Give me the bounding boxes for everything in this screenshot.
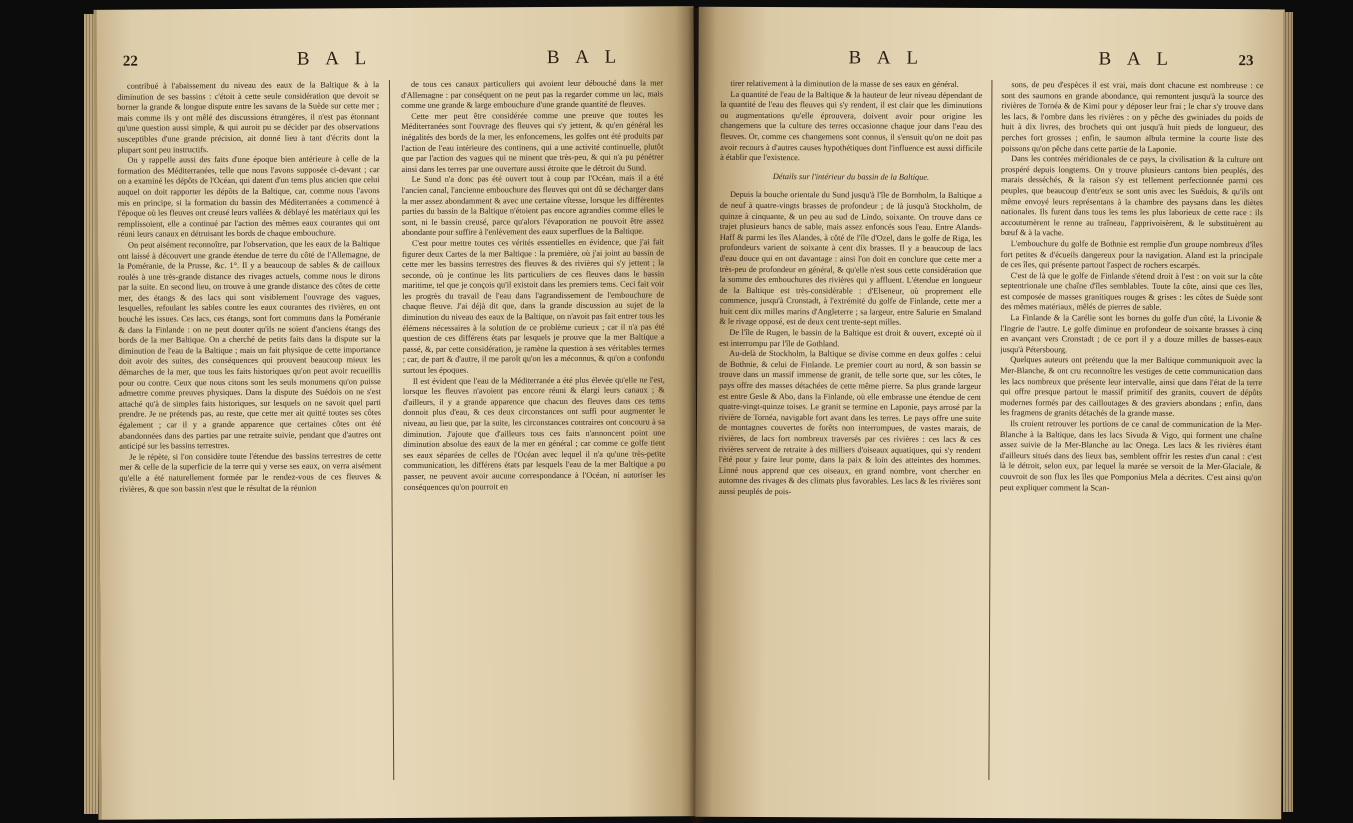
paragraph: sons, de peu d'espèces il est vrai, mais dont chacune est nombreuse : ce sont des saumons en grande abondance, qui remontent jusqu'à la source des rivières de Tornéa & de Kimi pour y déposer leur frai ; le char s'y trouve dans les lacs, & l'ombre dans les rivières : on y pêche des gwiniades du poids de huit à dix livres, des brochets qui ont jusqu'à huit pieds de longueur, des perches fort grosses ; enfin, le saumon albula termine la courte liste des poissons qu'on pêche dans cette partie de la Laponie. <box>1001 80 1264 154</box>
running-head-left: B A L <box>848 47 924 69</box>
right-page-header <box>718 47 1268 79</box>
running-head-right: B A L <box>1098 48 1174 70</box>
left-page-column-1 <box>117 80 382 495</box>
paragraph: C'est pour mettre toutes ces vérités essentielles en évidence, que j'ai fait figurer deux Cartes de la mer Baltique : la première, où j'ai joint au bassin de cette mer les bassins terrestres des fleuves & des rivières qui s'y jettent ; la seconde, où je continue les lits particuliers de ces fleuves dans le bassin maritime, tel que je conçois qu'il existoit dans les premiers tems. Ceci fait voir les progrès du travail de l'eau dans l'agrandissement de l'embouchure de chaque fleuve. J'ai déjà dit que, dans la grande discussion au sujet de la diminution du niveau des eaux de la Baltique, on n'avoit pas fait entrer tous les élémens nécessaires à la solution de ce problème curieux ; car il n'a pas été question de ces différens états par lesquels je prouve que la mer Baltique a passé, &, par cette considération, je ramène la question à ses véritables termes ; car, de part & d'autre, il me paroît qu'on les a méconnus, & qu'on a confondu surtout les époques. <box>402 237 665 375</box>
paragraph: Ils croient retrouver les portions de ce canal de communication de la Mer-Blanche à la Baltique, dans les lacs Sivuda & Vigo, qui forment une chaîne assez suivie de la Mer-Blanche au lac Onega. Les lacs & les rivières étant d'ailleurs situés dans des lieux bas, semblent offrir les restes d'un canal : c'est là le détroit, selon eux, par lequel la marée se versoit de la Mer-Glaciale, & couvroit de son flux les îles que Pomponius Mela a décrites. C'est ainsi qu'on peut expliquer comment la Scan- <box>999 419 1262 493</box>
paragraph: Dans les contrées méridionales de ce pays, la civilisation & la culture ont prospéré depuis longtems. On y trouve plusieurs cantons bien peuplés, des marais desséchés, & la raison s'y est tellement perfectionnée parmi ces peuples, que beaucoup d'entr'eux se sont unis avec les Suédois, & qu'ils ont même envoyé leurs représentans à la chambre des paysans dans les diètes nationales. Ils furent dans tous les tems les plus laborieux de cette race : ils accoutumèrent le renne au traîneau, l'apprivoisèrent, & le substituèrent au bœuf & à la vache. <box>1000 154 1264 238</box>
paragraph: Quelques auteurs ont prétendu que la mer Baltique communiquoit avec la Mer-Blanche, & ont cru reconnoître les vestiges de cette communication dans les lacs nombreux que présente leur intervalle, ainsi que dans l'état de la terre qui offre presque partout le massif primitif des granits, couvert de dépôts modernes formés par des cailloutages & des graviers abondans ; enfin, dans les fragmens de granits détachés de la grande masse. <box>999 355 1263 419</box>
right-page-edges <box>1283 12 1293 812</box>
paragraph: De l'île de Rugen, le bassin de la Baltique est droit & ouvert, excepté où il est interrompu par l'île de Gothland. <box>719 327 982 348</box>
column-rule <box>389 80 394 780</box>
right-page-column-1 <box>719 79 983 499</box>
paragraph: Il est évident que l'eau de la Méditerranée a été plus élevée qu'elle ne l'est, lorsque les fleuves n'avoient pas encore réuni & élargi leurs canaux ; & d'ailleurs, il y a grande apparence que chacun des fleuves dans ces tems donnoit plus d'eau, & ces deux circonstances ont suffi pour augmenter le niveau, au lieu que, par la suite, les circonstances contraires ont concouru à sa diminution. J'ajoute que d'ailleurs tous ces faits n'annoncent point une diminution absolue des eaux de la mer en général ; car comme ce golfe tient ses eaux séparées de celles de l'Océan avec lequel il n'a qu'une très-petite communication, les différens états par lesquels l'eau de la mer Baltique a pu passer, ne peuvent avoir aucune correspondance à l'Océan, ni autoriser les conséquences qu'on pourroit en <box>402 374 666 492</box>
running-head-left: B A L <box>296 48 373 70</box>
right-page <box>695 7 1285 820</box>
right-page-column-2 <box>1000 80 1264 494</box>
paragraph: On peut aisément reconnoître, par l'observation, que les eaux de la Baltique ont laissé à découvert une grande étendue de terre du côté de l'Allemagne, de la Poméranie, de la Prusse, &c. 1°. Il y a beaucoup de sables & de cailloux roulés à une très-grande distance des rivages actuels, comme nous le dirons par la suite. En second lieu, on trouve à une grande distance des côtes de cette mer, des étangs & des lacs qui sont visiblement l'ouvrage des vagues, lesquelles, refoulant les sables contre les eaux courantes des rivières, en ont bouché les issues. Ces lacs, ces étangs, sont fort communs dans la Poméranie & dans la Finlande : on ne peut douter qu'ils ne soient d'anciens étangs des bords de la mer Baltique. On a cherché de petits faits dans la dispute sur la diminution de l'eau de la Baltique ; mais un fait physique de cette importance doit avoir des suites, des conséquences qui prouvent beaucoup mieux les démarches de la mer, que tous les faits historiques qu'on peut avoir recueillis pour ou contre. Ceux que nous citons sont les seuls monumens qu'on puisse admettre comme preuves physiques. Dans la dispute des Suédois on ne s'est attaché qu'à de simples faits historiques, sur lesquels on ne savoit quel parti prendre. Je ne prétends pas, au reste, que cette mer ait quitté toutes ses côtes également ; car il y a grande apparence que certaines côtes ont été abandonnées dans des parties par une retraite suivie, pendant que d'autres ont anticipé sur les bassins terrestres. <box>118 239 382 451</box>
paragraph: Depuis la bouche orientale du Sund jusqu'à l'île de Bornholm, la Baltique a de neuf à quatre-vingts brasses de profondeur ; de là jusqu'à Stockholm, de quinze à cinquante, & un peu au sud de Lindo, soixante. On trouve dans ce trajet plusieurs bancs de sable, mais assez enfoncés sous l'eau. Entre Alands-Haff & parmi les îles Alandes, à côté de l'île d'Ozel, dans le golfe de Riga, les profondeurs varient de soixante à cent dix brasses. Il y a beaucoup de lacs d'eau douce qui en ont davantage : ainsi l'on doit en conclure que cette mer a très-peu de profondeur en général, & qu'elle n'est sous cette considération que la somme des embouchures des rivières qui y affluent. L'étendue en longueur de la Baltique est très-considérable : d'Elseneur, où proprement elle commence, jusqu'à Cronstadt, à l'extrémité du golfe de Finlande, cette mer a huit cent dix milles marins d'Angleterre ; sa largeur, entre Salurie en Smaland & le rivage opposé, est de deux cent trente-sept milles. <box>719 190 982 328</box>
left-page <box>94 6 699 820</box>
left-page-column-2 <box>401 78 666 493</box>
paragraph: On y rappelle aussi des faits d'une époque bien antérieure à celle de la formation des Méditerranées, telle que nous l'avons supposée ci-devant ; car on a examiné les dépôts de l'Océan, qui datent d'un tems plus ancien que celui auquel on doit rapporter les dépôts de la Baltique, car, comme nous l'avons mis en principe, si la formation du bassin des Méditerranées a commencé à l'époque où les fleuves ont creusé leurs vallées & déblayé les matériaux qui les remplissoient, elle a continué par l'action des mêmes eaux courantes qui ont réuni leurs canaux en détruisant les bords de chaque embouchure. <box>117 154 380 240</box>
paragraph: tirer relativement à la diminution de la masse de ses eaux en général. <box>730 78 959 89</box>
left-page-header <box>117 46 677 79</box>
running-head-right: B A L <box>546 46 623 69</box>
paragraph: La quantité de l'eau de la Baltique & la hauteur de leur niveau dépendant de la quantité de l'eau des fleuves qui s'y rendent, il est clair que les diminutions ou augmentations qu'elle éprouvera, doivent avoir pour origine les changemens que la culture des terres occasionne chaque jour dans l'eau des fleuves. Or, comme ces changemens sont connus, il s'ensuit qu'on ne doit pas avoir recours à d'autres causes hypothétiques dont l'influence est aussi difficile à établir que l'existence. <box>720 89 983 163</box>
paragraph: C'est de là que le golfe de Finlande s'étend droit à l'est : on voit sur la côte septentrionale une chaîne d'îles semblables. Toute la côte, ainsi que ces îles, est composée de masses granitiques rouges & grises : les côtes de Suède sont des mêmes matériaux, mêlés de pierres de sable. <box>1000 270 1263 313</box>
section-heading: Détails sur l'intérieur du bassin de la Baltique. <box>772 171 930 182</box>
page-number: 23 <box>1238 53 1254 70</box>
paragraph: Au-delà de Stockholm, la Baltique se divise comme en deux golfes : celui de Bothnie, & celui de Finlande. Le premier court au nord, & son bassin se trouve dans un massif immense de granit, de telle sorte que, sur les côtes, le pays offre des masses détachées de cette même pierre. Sa plus grande largeur est entre Gesle & Abo, dans la Finlande, où elle embrasse une étendue de cent quatre-vingt-quinze toises. Le granit se termine en Laponie, pays arrosé par la rivière de Tornéa, navigable fort avant dans les terres. Le pays offre une suite de montagnes couvertes de forêts non interrompues, de vastes marais, de rivières, de lacs fort nombreux traversés par ces rivières : ces lacs & ces rivières servent de retraite à des milliers d'oiseaux aquatiques, qui s'y rendent l'été pour y faire leur ponte, dans la paix & loin des atteintes des hommes. Linné nous apprend que ces oiseaux, en grand nombre, vont chercher en automne des rivages & des climats plus favorables. Les lacs & les rivières sont aussi peuplés de pois- <box>718 349 982 497</box>
column-rule <box>988 80 992 780</box>
page-number: 22 <box>122 53 138 70</box>
paragraph: de tous ces canaux particuliers qui avoient leur débouché dans la mer d'Allemagne : par conséquent on ne peut pas la regarder comme un lac, mais comme une grande & large embouchure d'une grande quantité de fleuves. <box>401 78 664 111</box>
paragraph: Je le répète, si l'on considère toute l'étendue des bassins terrestres de cette mer & celle de la superficie de la terre qui y verse ses eaux, on verra aisément qu'elle a été naturellement formée par le rendez-vous de ces fleuves & rivières, & que son bassin n'est que le résultat de la réunion <box>119 450 382 494</box>
paragraph: Le Sund n'a donc pas été ouvert tout à coup par l'Océan, mais il a été l'ancien canal, l'ancienne embouchure des fleuves qui ont dû se décharger dans la mer assez abondamment & avec une certaine vîtesse, lorsque les différentes parties du bassin de la Baltique n'étoient pas encore agrandies comme elles le sont, ni le bassin creusé, parce qu'alors l'évaporation ne pouvoit être assez abondante pour suffire à l'enlèvement des eaux superflues de la Baltique. <box>401 173 664 238</box>
paragraph: L'embouchure du golfe de Bothnie est remplie d'un groupe nombreux d'îles fort petites & d'écueils dangereux pour la navigation. Aland est la principale de ces îles, qui présente partout l'aspect de rochers escarpés. <box>1000 238 1263 271</box>
paragraph: La Finlande & la Carélie sont les bornes du golfe d'un côté, la Livonie & l'Ingrie de l'autre. Le golfe diminue en profondeur de soixante brasses à cinq en avançant vers Cronstadt ; de ce port il y a douze milles de basses-eaux jusqu'à Pétersbourg. <box>1000 313 1263 355</box>
paragraph: contribué à l'abaissement du niveau des eaux de la Baltique & à la diminution de ses bassins : c'étoit à cette seule considération que devoit se borner la grande & longue dispute entre les savans de la Suède sur cette mer ; mais comme ils y ont mêlé des discussions étrangères, il n'est pas étonnant qu'une question aussi simple, & qui auroit pu se décider par des observations susceptibles d'une grande précision, ait donné lieu à tant d'écrits dont la plupart sont peu instructifs. <box>117 80 380 155</box>
paragraph: Cette mer peut être considérée comme une preuve que toutes les Méditerranées sont l'ouvrage des fleuves qui s'y jettent, & qu'en général les inégalités des bords de la mer, les enfoncemens, les golfes ont été produits par l'action de l'eau intérieure des continens, qui a une activité continuelle, plutôt que par l'action des vagues qui ne minent que très-peu, & qui n'a pu pénétrer ainsi dans les terres par une ouverture aussi étroite que le détroit du Sund. <box>401 110 664 174</box>
